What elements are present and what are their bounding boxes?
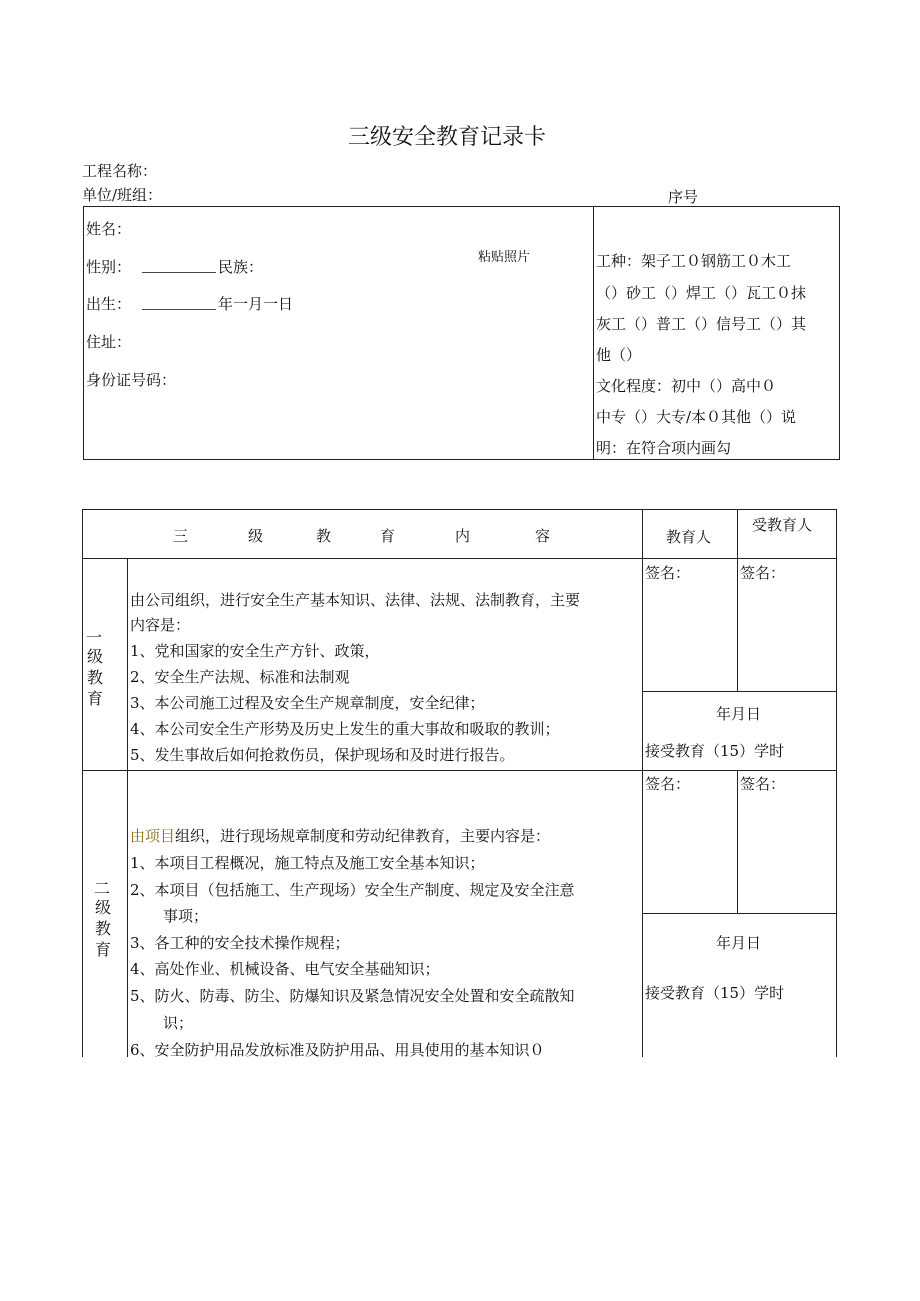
- level2-line: 2、本项目（包括施工、生产现场）安全生产制度、规定及安全注意: [130, 881, 575, 899]
- level1-item: 4、本公司安全生产形势及历史上发生的重大事故和吸取的教训；: [130, 720, 560, 738]
- level2-line: 1、本项目工程概况，施工特点及施工安全基本知识；: [130, 854, 485, 872]
- level2-line: 6、安全防护用品发放标准及防护用品、用具使用的基本知识０: [130, 1041, 545, 1059]
- level2-label: 级教育: [94, 898, 111, 959]
- birth-suffix: 年一月一日: [218, 295, 294, 313]
- table-line: [642, 509, 643, 1057]
- gender-blank[interactable]: [142, 272, 216, 273]
- education-line: 中专（）大专/本０其他（）说: [596, 408, 797, 426]
- address-label: 住址：: [86, 333, 132, 351]
- gender-label: 性别：: [86, 258, 132, 276]
- level1-intro: 由公司组织，进行安全生产基本知识、法律、法规、法制教育，主要: [130, 591, 581, 609]
- level2-line: 识；: [163, 1014, 194, 1032]
- level2-intro-org: 由项目: [130, 827, 176, 845]
- trade-line: 他（）: [596, 346, 642, 364]
- birth-label: 出生：: [86, 295, 132, 313]
- project-name-label: 工程名称：: [82, 162, 158, 180]
- header-char: 级: [248, 527, 264, 545]
- trade-line: （）砂工（）焊工（）瓦工０抹: [596, 284, 807, 302]
- level2-line: 4、高处作业、机械设备、电气安全基础知识；: [130, 960, 440, 978]
- table-line: [82, 770, 83, 1057]
- level1-label-top: 一: [86, 628, 103, 647]
- level1-intro: 内容是：: [130, 616, 191, 634]
- table-line: [127, 558, 128, 1057]
- level1-item: 1、党和国家的安全生产方针、政策，: [130, 642, 380, 660]
- hours-label: 接受教育（15）学时: [645, 742, 785, 760]
- page-title: 三级安全教育记录卡: [348, 125, 547, 150]
- level2-line: 3、各工种的安全技术操作规程；: [130, 934, 350, 952]
- level2-line: 事项；: [163, 907, 209, 925]
- table-line: [737, 770, 738, 913]
- level2-intro-text: 组织，进行现场规章制度和劳动纪律教育，主要内容是：: [175, 827, 551, 845]
- trade-line: 灰工（）普工（）信号工（）其: [596, 315, 807, 333]
- serial-label: 序号: [668, 188, 699, 206]
- table-line: [643, 913, 837, 914]
- educator-header: 教育人: [666, 528, 712, 546]
- table-line: [82, 558, 837, 559]
- level1-label: 级教育: [86, 647, 103, 708]
- header-char: 三: [173, 527, 189, 545]
- header-char: 容: [535, 527, 551, 545]
- educatee-sign-label: 签名：: [740, 775, 786, 793]
- educatee-header: 受教育人: [752, 516, 813, 534]
- name-label: 姓名：: [86, 220, 132, 238]
- table-line: [737, 558, 738, 691]
- date-label: 年月日: [716, 705, 762, 723]
- header-char: 内: [455, 527, 471, 545]
- education-line: 文化程度：初中（）高中０: [596, 377, 777, 395]
- date-label: 年月日: [716, 934, 762, 952]
- birth-blank[interactable]: [142, 309, 216, 310]
- level1-item: 3、本公司施工过程及安全生产规章制度，安全纪律；: [130, 694, 485, 712]
- table-line: [82, 509, 83, 770]
- level1-item: 2、安全生产法规、标准和法制观: [130, 668, 350, 686]
- educator-sign-label: 签名：: [645, 775, 691, 793]
- header-char: 教: [316, 527, 332, 545]
- divider: [593, 206, 594, 460]
- table-line: [82, 509, 837, 510]
- table-line: [737, 509, 738, 559]
- educatee-sign-label: 签名：: [740, 564, 786, 582]
- hours-label: 接受教育（15）学时: [645, 984, 785, 1002]
- level2-intro: [130, 825, 550, 846]
- table-line: [836, 509, 837, 1057]
- unit-label: 单位/班组：: [82, 186, 163, 204]
- table-line: [643, 691, 837, 692]
- level2-line: 5、防火、防毒、防尘、防爆知识及紧急情况安全处置和安全疏散知: [130, 987, 575, 1005]
- level2-label-top: 二: [94, 879, 111, 898]
- trade-line: 工种：架子工０钢筋工０木工: [596, 252, 792, 270]
- educator-sign-label: 签名：: [645, 564, 691, 582]
- education-line: 明：在符合项内画勾: [596, 439, 732, 457]
- level1-item: 5、发生事故后如何抢救伤员，保护现场和及时进行报告。: [130, 746, 515, 764]
- table-line: [82, 770, 837, 771]
- header-char: 育: [380, 527, 396, 545]
- photo-label: 粘贴照片: [478, 250, 531, 265]
- id-number-label: 身份证号码：: [86, 371, 177, 389]
- ethnicity-label: 民族：: [218, 258, 264, 276]
